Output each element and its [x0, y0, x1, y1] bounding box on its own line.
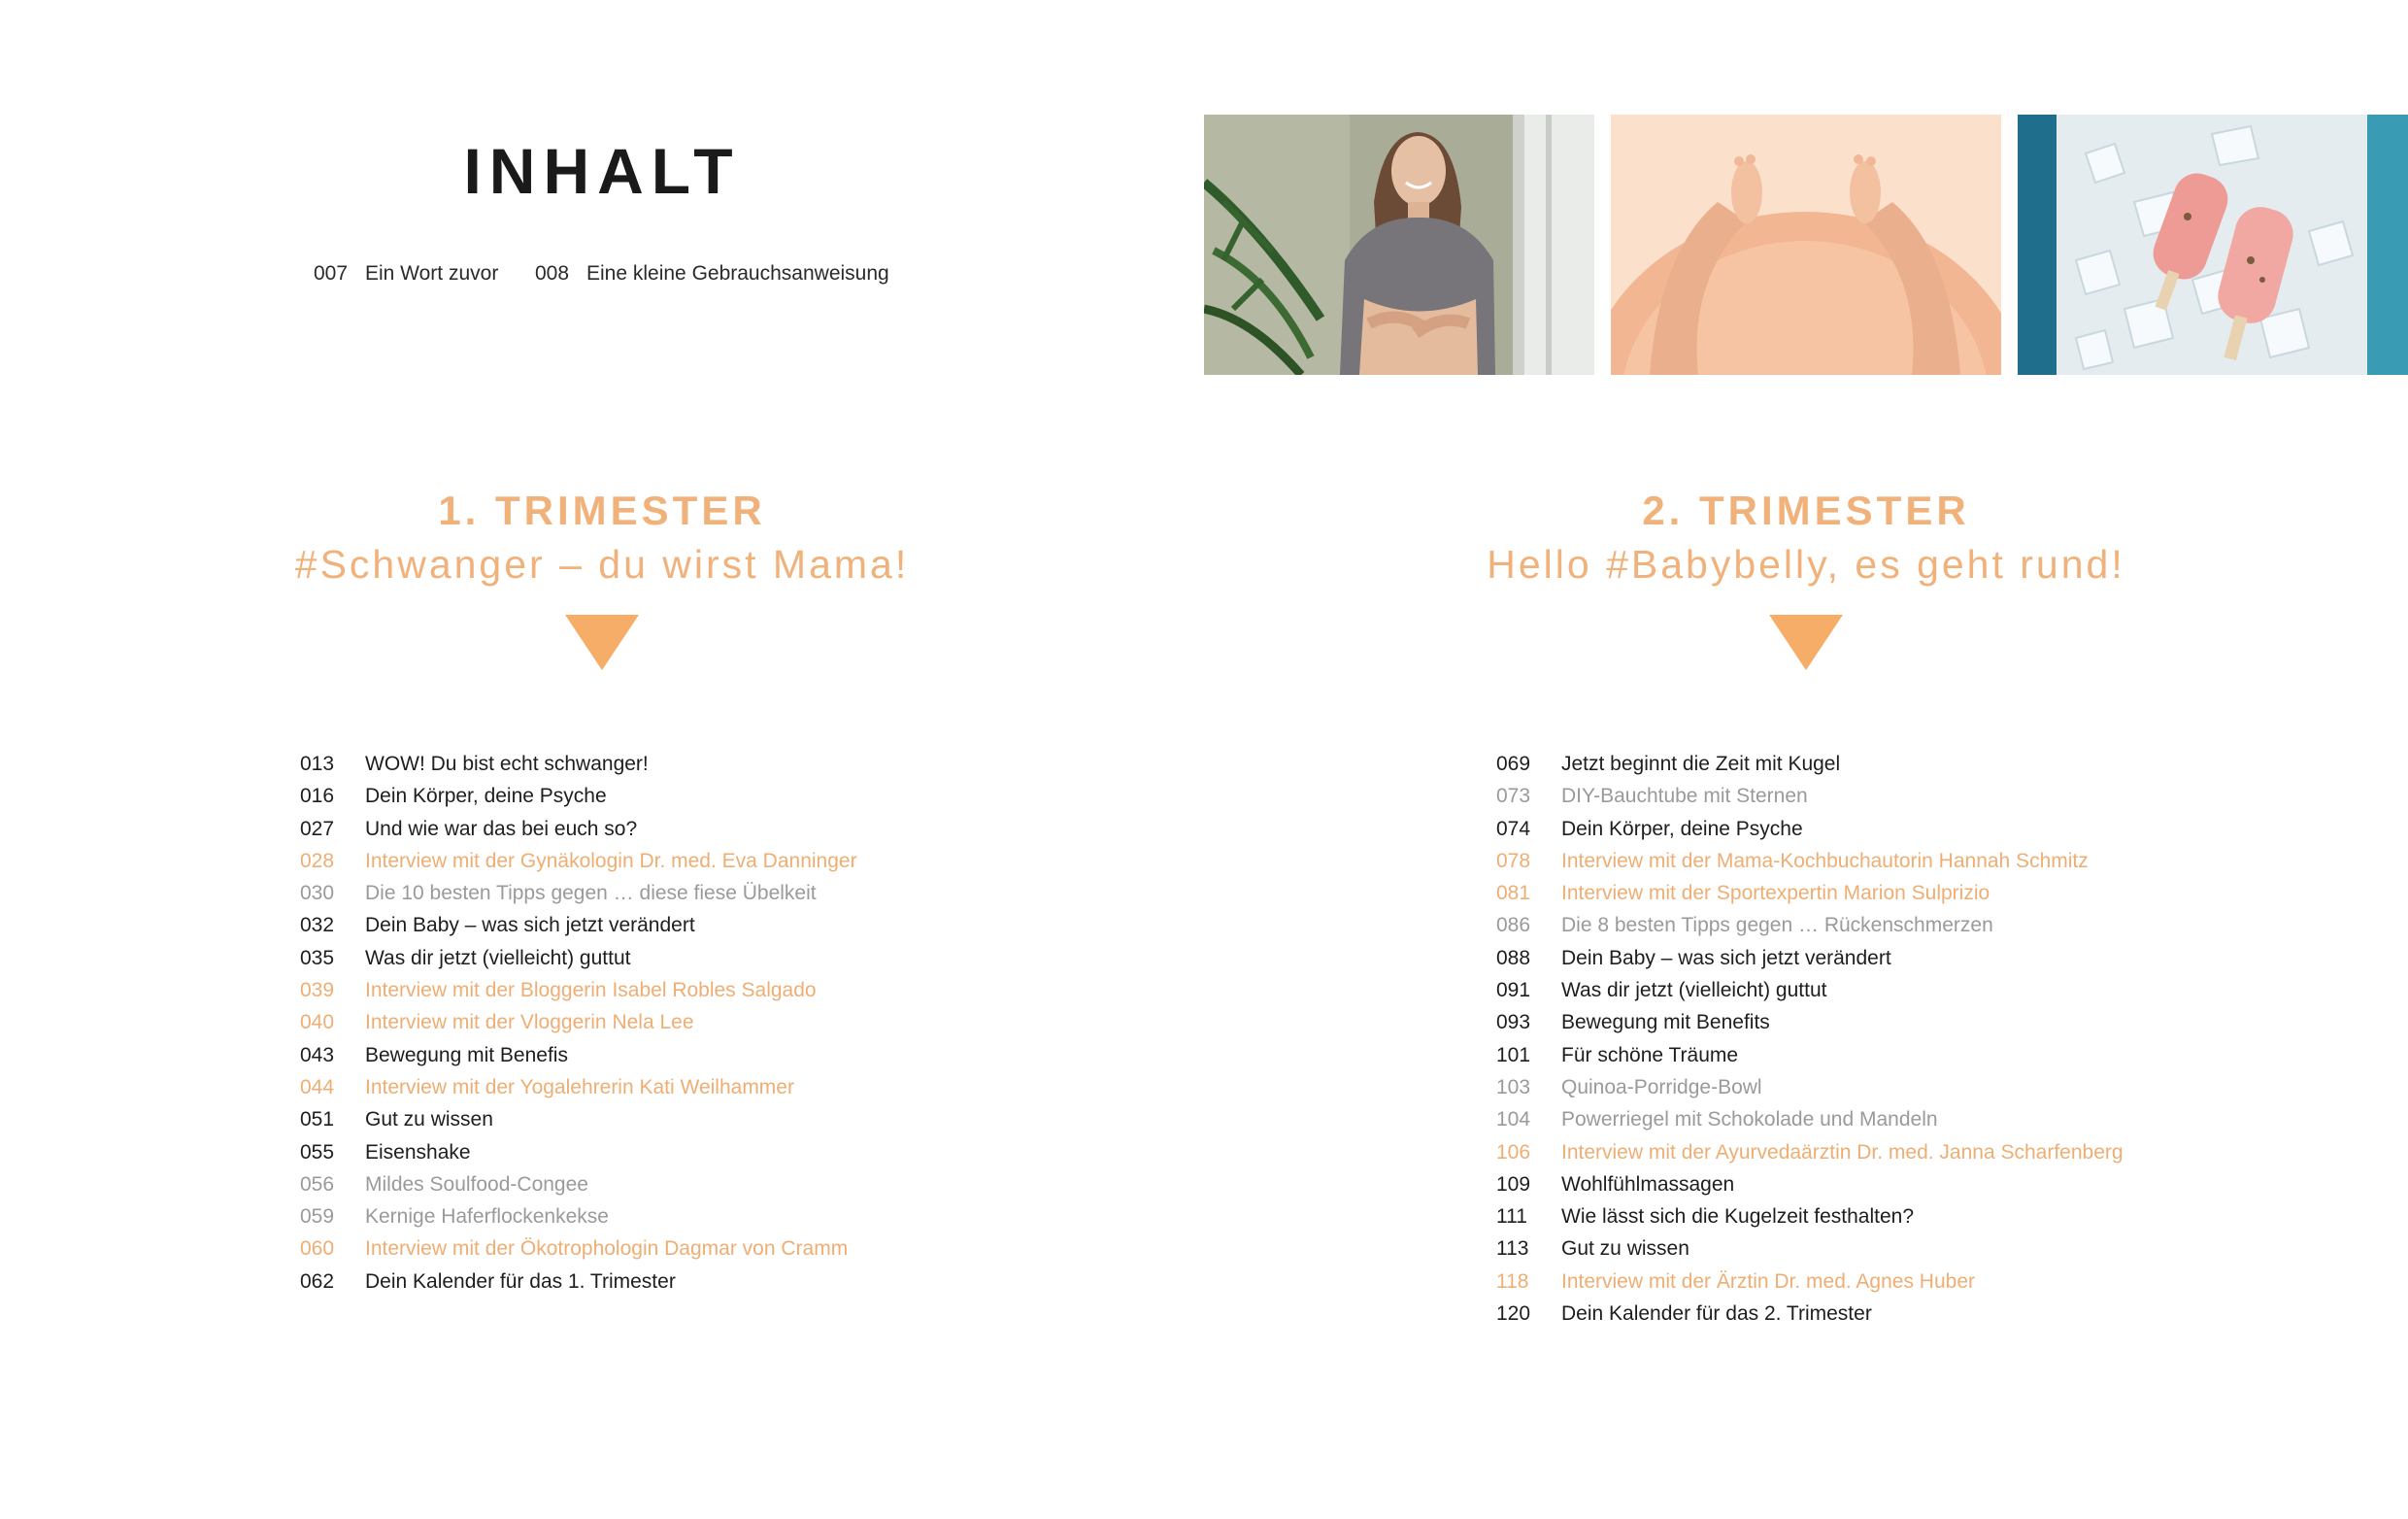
- toc-entry[interactable]: [300, 1071, 857, 1103]
- entry-title: Dein Körper, deine Psyche: [365, 785, 607, 808]
- toc-entry[interactable]: [1496, 780, 2124, 812]
- page-number: 111: [1496, 1205, 1527, 1229]
- page-number: 118: [1496, 1269, 1529, 1293]
- entry-title: Dein Körper, deine Psyche: [1561, 817, 1803, 840]
- page-number: 039: [300, 979, 335, 1002]
- entry-title: Mildes Soulfood-Congee: [365, 1172, 588, 1196]
- page-number: 044: [300, 1075, 335, 1098]
- photo-popsicles-on-ice: [2018, 115, 2408, 375]
- toc-entry[interactable]: [300, 1039, 857, 1071]
- entry-title: Und wie war das bei euch so?: [365, 817, 638, 840]
- page-number: 059: [300, 1205, 335, 1229]
- entry-title: Wie lässt sich die Kugelzeit festhalten?: [1561, 1205, 1915, 1229]
- toc-entry[interactable]: [1496, 1298, 2124, 1330]
- toc-entry[interactable]: [300, 1006, 857, 1038]
- entry-title: Interview mit der Ökotrophologin Dagmar von Cramm: [365, 1237, 849, 1261]
- entry-title: Dein Kalender für das 2. Trimester: [1561, 1302, 1872, 1326]
- entry-title: Dein Baby – was sich jetzt verändert: [365, 914, 695, 937]
- page-title: INHALT: [463, 135, 741, 207]
- entry-title: Gut zu wissen: [365, 1108, 493, 1131]
- page-number: 007: [314, 262, 349, 285]
- trimester-1-heading: [0, 485, 1204, 591]
- toc-entry[interactable]: [1496, 877, 2124, 909]
- toc-entry[interactable]: [1496, 1232, 2124, 1265]
- toc-entry[interactable]: [1496, 1071, 2124, 1103]
- entry-title: Jetzt beginnt die Zeit mit Kugel: [1561, 753, 1841, 775]
- toc-entry[interactable]: [300, 748, 857, 780]
- page-number: 055: [300, 1140, 335, 1164]
- page-number: 074: [1496, 817, 1531, 840]
- entry-title: Bewegung mit Benefis: [365, 1043, 568, 1066]
- entry-title: Interview mit der Ayurvedaärztin Dr. med. Janna Scharfenberg: [1561, 1140, 2124, 1164]
- toc-entry[interactable]: [300, 1136, 857, 1168]
- toc-entry[interactable]: [300, 1103, 857, 1135]
- entry-title: Eine kleine Gebrauchsanweisung: [586, 262, 889, 285]
- page-number: 091: [1496, 979, 1531, 1002]
- entry-title: Interview mit der Ärztin Dr. med. Agnes Huber: [1561, 1269, 1975, 1293]
- arrow-down-icon: [565, 615, 639, 670]
- entry-title: Interview mit der Bloggerin Isabel Robles Salgado: [365, 979, 817, 1002]
- entry-title: Dein Baby – was sich jetzt verändert: [1561, 946, 1891, 969]
- toc-entry[interactable]: [1496, 974, 2124, 1006]
- page-number: 060: [300, 1237, 335, 1261]
- page-number: 078: [1496, 849, 1531, 872]
- page-number: 113: [1496, 1237, 1529, 1261]
- entry-title: Powerriegel mit Schokolade und Mandeln: [1561, 1108, 1938, 1131]
- page-number: 073: [1496, 785, 1531, 808]
- page-number: 030: [300, 882, 335, 905]
- arrow-down-icon: [1769, 615, 1843, 670]
- page-number: 040: [300, 1011, 335, 1034]
- page-number: 032: [300, 914, 335, 937]
- page-number: 093: [1496, 1011, 1531, 1034]
- trimester-2-heading: [1204, 485, 2408, 591]
- entry-title: Bewegung mit Benefits: [1561, 1011, 1770, 1034]
- toc-entry[interactable]: [300, 974, 857, 1006]
- page-number: 051: [300, 1108, 335, 1131]
- page-number: 109: [1496, 1172, 1531, 1196]
- entry-title: Gut zu wissen: [1561, 1237, 1689, 1261]
- entry-title: Interview mit der Mama-Kochbuchautorin Hannah Schmitz: [1561, 849, 2089, 872]
- page-number: 120: [1496, 1302, 1531, 1326]
- toc-entry[interactable]: [1496, 1136, 2124, 1168]
- entry-title: Dein Kalender für das 1. Trimester: [365, 1269, 676, 1293]
- page-number: 086: [1496, 914, 1531, 937]
- toc-entry[interactable]: [300, 909, 857, 941]
- page-number: 027: [300, 817, 335, 840]
- toc-entry[interactable]: [300, 845, 857, 877]
- page-number: 043: [300, 1043, 335, 1066]
- toc-entry[interactable]: [1496, 1103, 2124, 1135]
- toc-entry[interactable]: [1496, 845, 2124, 877]
- trimester-2-title: 2. TRIMESTER: [1642, 488, 1970, 533]
- entry-title: Ein Wort zuvor: [365, 262, 499, 285]
- toc-entry[interactable]: [300, 1200, 857, 1232]
- toc-entry[interactable]: [300, 877, 857, 909]
- toc-entry[interactable]: [300, 1232, 857, 1265]
- toc-entry[interactable]: [300, 813, 857, 845]
- toc-entry[interactable]: [1496, 909, 2124, 941]
- entry-title: Wohlfühlmassagen: [1561, 1172, 1735, 1196]
- toc-entry[interactable]: [1496, 1200, 2124, 1232]
- entry-title: Was dir jetzt (vielleicht) guttut: [1561, 979, 1827, 1002]
- toc-entry[interactable]: [1496, 1266, 2124, 1298]
- toc-trimester-2: [1496, 748, 2124, 1330]
- toc-entry[interactable]: [1496, 1168, 2124, 1200]
- page-number: 016: [300, 785, 335, 808]
- trimester-2-subtitle: Hello #Babybelly, es geht rund!: [1487, 542, 2125, 587]
- toc-entry[interactable]: [300, 1266, 857, 1298]
- entry-title: Quinoa-Porridge-Bowl: [1561, 1075, 1762, 1098]
- page-number: 062: [300, 1269, 335, 1293]
- photo-pregnant-woman: [1204, 115, 1594, 375]
- page-number: 035: [300, 946, 335, 969]
- intro-entry[interactable]: [314, 262, 498, 286]
- toc-entry[interactable]: [1496, 942, 2124, 974]
- toc-entry[interactable]: [1496, 1006, 2124, 1038]
- toc-entry[interactable]: [1496, 1039, 2124, 1071]
- entry-title: Interview mit der Gynäkologin Dr. med. Eva Danninger: [365, 849, 857, 872]
- entry-title: Die 10 besten Tipps gegen … diese fiese Übelkeit: [365, 882, 817, 905]
- page-number: 088: [1496, 946, 1531, 969]
- page-number: 104: [1496, 1108, 1531, 1131]
- page-number: 106: [1496, 1140, 1531, 1164]
- entry-title: Kernige Haferflockenkekse: [365, 1205, 609, 1229]
- entry-title: Die 8 besten Tipps gegen … Rückenschmerzen: [1561, 914, 1993, 937]
- entry-title: WOW! Du bist echt schwanger!: [365, 753, 649, 775]
- page-number: 008: [535, 262, 570, 285]
- entry-title: Interview mit der Vloggerin Nela Lee: [365, 1011, 694, 1034]
- page-number: 103: [1496, 1075, 1531, 1098]
- photo-baby-belly: [1611, 115, 2001, 375]
- trimester-1-subtitle: #Schwanger – du wirst Mama!: [294, 542, 910, 587]
- toc-entry[interactable]: [300, 1168, 857, 1200]
- toc-entry[interactable]: [1496, 813, 2124, 845]
- entry-title: Für schöne Träume: [1561, 1043, 1739, 1066]
- toc-entry[interactable]: [1496, 748, 2124, 780]
- page-number: 013: [300, 753, 335, 775]
- entry-title: Interview mit der Yogalehrerin Kati Weilhammer: [365, 1075, 794, 1098]
- page-number: 069: [1496, 753, 1531, 775]
- toc-entry[interactable]: [300, 780, 857, 812]
- toc-trimester-1: [300, 748, 857, 1298]
- page-number: 028: [300, 849, 335, 872]
- intro-entry[interactable]: [535, 262, 889, 286]
- entry-title: DIY-Bauchtube mit Sternen: [1561, 785, 1808, 808]
- toc-entry[interactable]: [300, 942, 857, 974]
- page-number: 101: [1496, 1043, 1531, 1066]
- page-number: 056: [300, 1172, 335, 1196]
- entry-title: Interview mit der Sportexpertin Marion Sulprizio: [1561, 882, 1990, 905]
- entry-title: Was dir jetzt (vielleicht) guttut: [365, 946, 631, 969]
- trimester-1-title: 1. TRIMESTER: [438, 488, 766, 533]
- entry-title: Eisenshake: [365, 1140, 471, 1164]
- page-number: 081: [1496, 882, 1531, 905]
